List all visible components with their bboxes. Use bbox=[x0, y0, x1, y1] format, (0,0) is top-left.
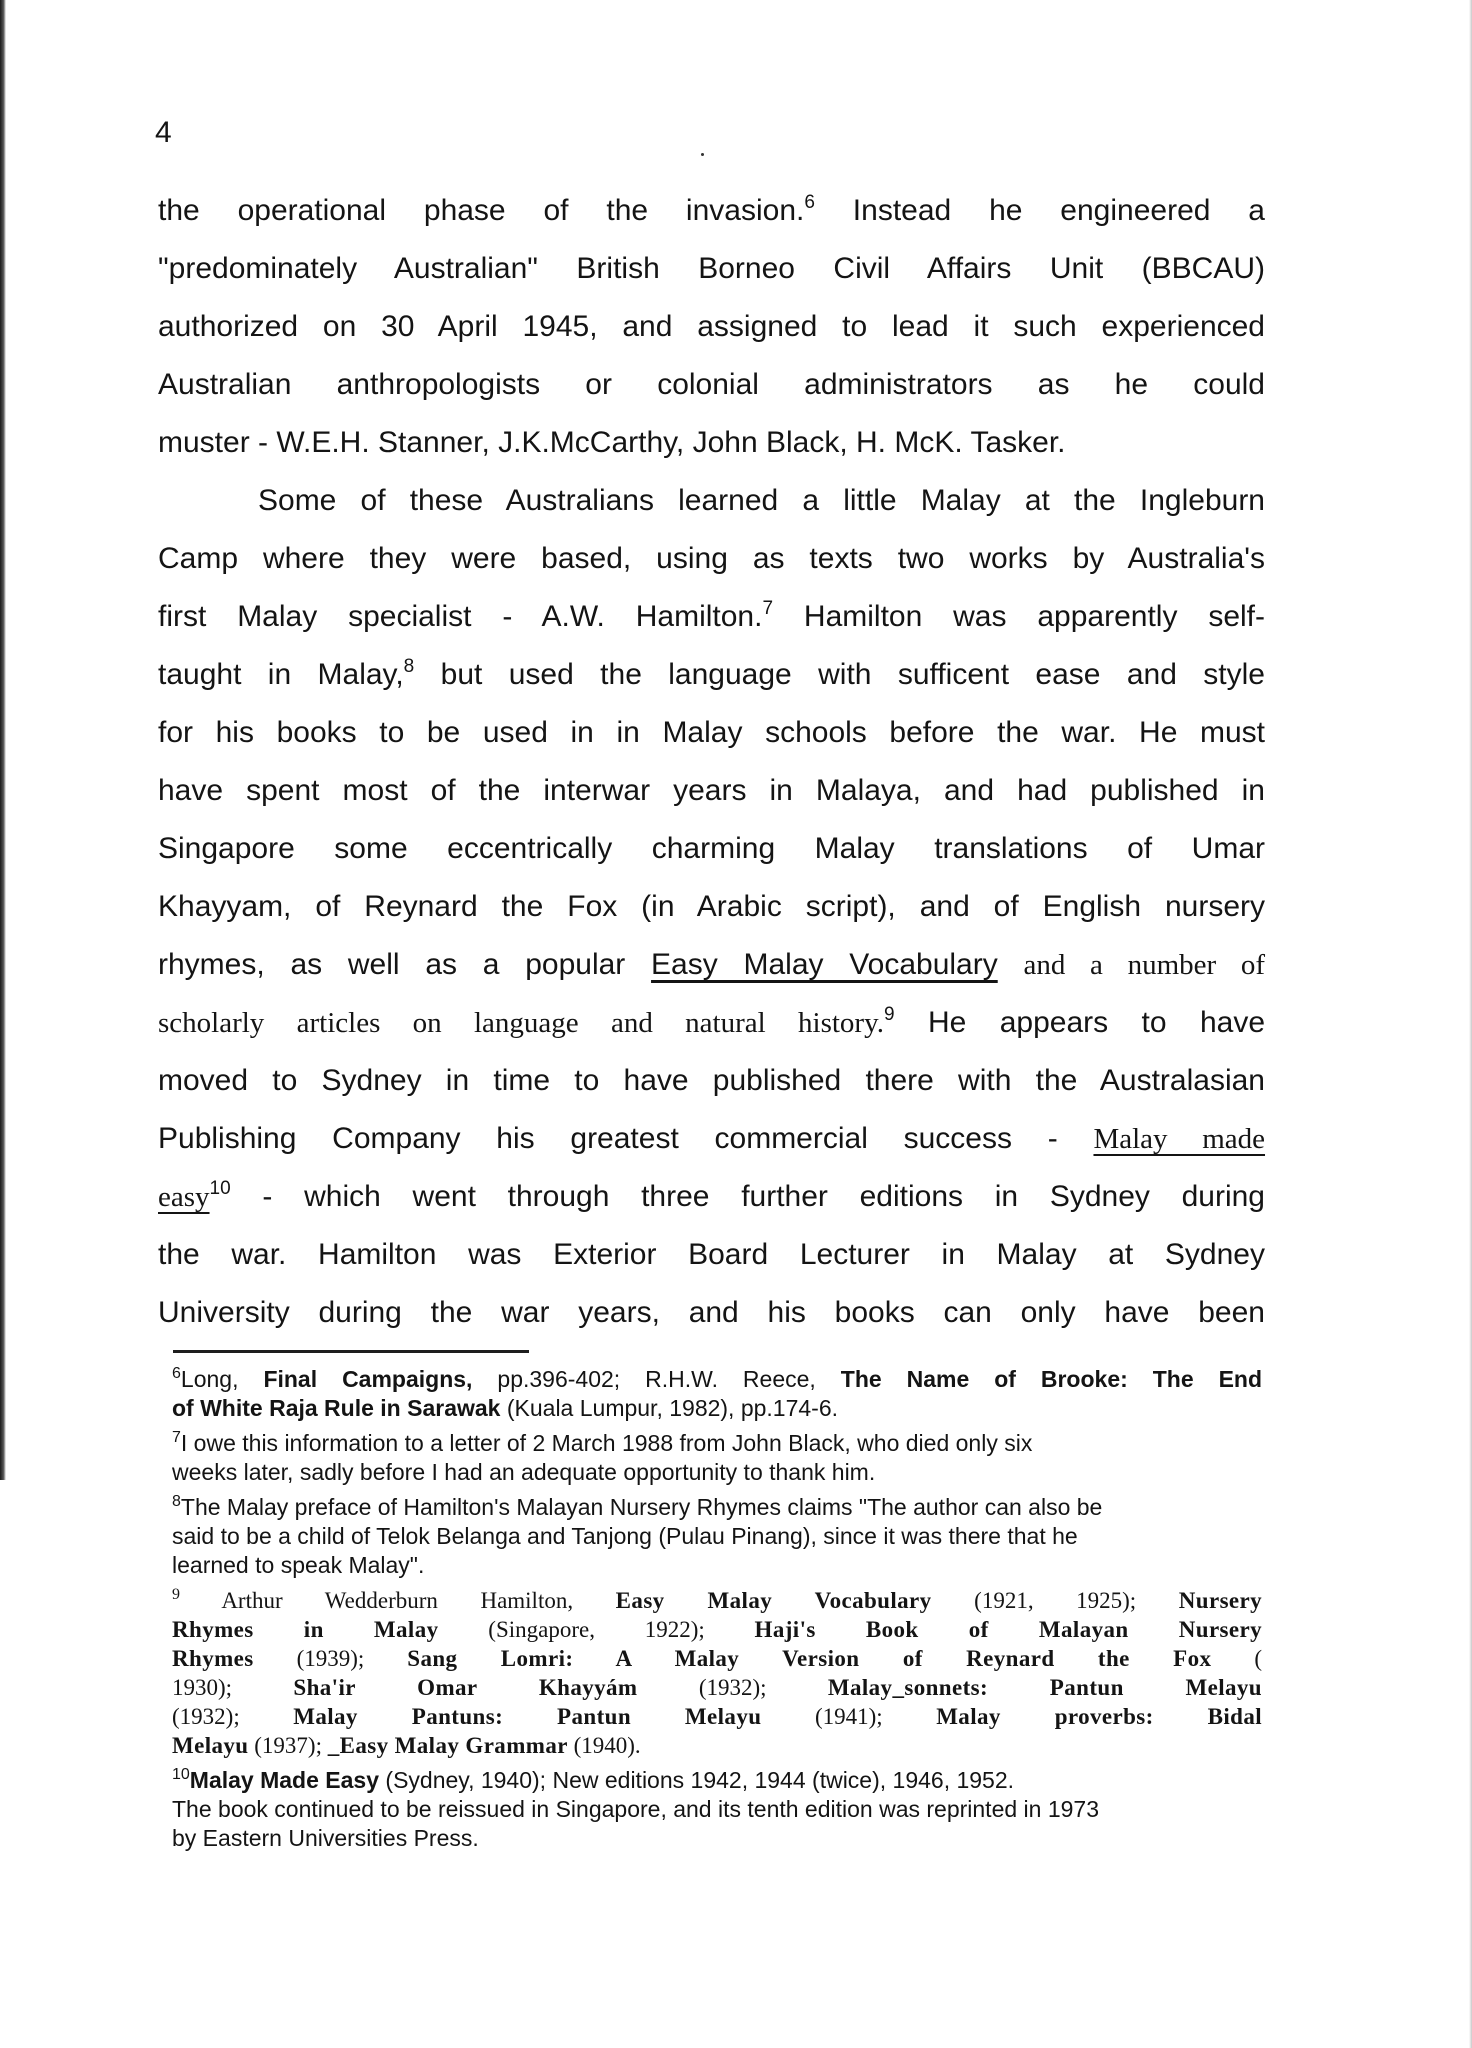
body-line: the operational phase of the invasion.$^6$ Instead he engineered a bbox=[158, 192, 1265, 227]
footnote-mark: 10 bbox=[172, 1766, 190, 1784]
footnote-7: $^7$I owe this information to a letter of 2 March 1988 from John Black, who died only six weeks later, sadly before I had an adequate opportunity to thank him. bbox=[172, 1429, 1033, 1485]
footnote-mark: 7 bbox=[172, 1429, 181, 1447]
body-text bbox=[158, 182, 1265, 1342]
body-line: taught in Malay,$^8$ but used the language with sufficent ease and style bbox=[158, 656, 1265, 691]
body-line: Australian anthropologists or colonial administrators as he could bbox=[158, 368, 1265, 401]
footnote-9: $^9$ Arthur Wedderburn Hamilton, Easy Malay Vocabulary (1921, 1925); Nursery Rhymes in Malay (Singapore, 1922); Haji's Book of Malayan Nursery Rhymes (1939); Sang Lomri: A Malay Version of Reynard the Fox ( 1930); Sha'ir Omar Khayyám (1932); Malay_sonnets: Pantun Melayu (1932); Malay Pantuns: Pantun Melayu (1941); Malay proverbs: Bidal Melayu (1937); _Easy Malay Grammar (1940). bbox=[172, 1586, 1263, 1758]
body-line: scholarly articles on language and natural history.$^9$ He appears to have bbox=[158, 1004, 1266, 1039]
footnote-ref-10[interactable]: 10 bbox=[209, 1178, 231, 1200]
footnote-mark: 8 bbox=[172, 1493, 181, 1511]
footnote-ref-9[interactable]: 9 bbox=[883, 1004, 895, 1026]
paragraph-start: Some of these Australians learned a little Malay at the Ingleburn bbox=[258, 484, 1265, 517]
footnote-ref-6[interactable]: 6 bbox=[804, 192, 815, 214]
footnote-ref-7[interactable]: 7 bbox=[762, 598, 774, 620]
footnote-6: $^6$Long, Final Campaigns, pp.396-402; R.H.W. Reece, The Name of Brooke: The End of White Raja Rule in Sarawak (Kuala Lumpur, 1982), pp.174-6. bbox=[172, 1365, 1263, 1421]
footnote-10: $^{10}$Malay Made Easy (Sydney, 1940); New editions 1942, 1944 (twice), 1946, 1952. The book continued to be reissued in Singapore, and its tenth edition was reprinted in 1973 by Eastern Universities Press. bbox=[172, 1766, 1100, 1851]
book-title: Easy Malay Vocabulary bbox=[651, 948, 998, 981]
footnote-mark: 9 bbox=[172, 1586, 180, 1604]
body-line: muster - W.E.H. Stanner, J.K.McCarthy, John Black, H. McK. Tasker. bbox=[158, 426, 1066, 459]
book-title: easy bbox=[158, 1181, 210, 1213]
footnote-ref-8[interactable]: 8 bbox=[403, 656, 415, 678]
book-title: Malay made bbox=[1093, 1123, 1266, 1155]
footnote-divider bbox=[173, 1350, 529, 1353]
scan-edge-shadow bbox=[0, 0, 6, 1480]
footnote-mark: 6 bbox=[172, 1365, 181, 1383]
body-line: rhymes, as well as a popular Easy Malay Vocabulary and a number of bbox=[158, 948, 1265, 981]
body-line: Singapore some eccentrically charming Malay translations of Umar bbox=[158, 832, 1265, 865]
body-line: authorized on 30 April 1945, and assigned to lead it such experienced bbox=[158, 310, 1265, 343]
footnotes bbox=[172, 1365, 1262, 1859]
body-line: easy$^{10}$ - which went through three further editions in Sydney during bbox=[158, 1178, 1265, 1213]
body-line: for his books to be used in in Malay schools before the war. He must bbox=[158, 716, 1265, 749]
scan-speck bbox=[701, 153, 704, 156]
body-line: University during the war years, and his books can only have been bbox=[158, 1296, 1265, 1329]
body-line: Khayyam, of Reynard the Fox (in Arabic script), and of English nursery bbox=[158, 890, 1265, 923]
body-line: have spent most of the interwar years in Malaya, and had published in bbox=[158, 774, 1265, 807]
body-line: Camp where they were based, using as texts two works by Australia's bbox=[158, 542, 1265, 575]
body-line: "predominately Australian" British Borneo Civil Affairs Unit (BBCAU) bbox=[158, 252, 1265, 285]
body-line: the war. Hamilton was Exterior Board Lecturer in Malay at Sydney bbox=[158, 1238, 1265, 1271]
footnote-8: $^8$The Malay preface of Hamilton's Malayan Nursery Rhymes claims "The author can also be said to be a child of Telok Belanga and Tanjong (Pulau Pinang), since it was there that he learned to speak Malay". bbox=[172, 1493, 1103, 1578]
body-line: moved to Sydney in time to have published there with the Australasian bbox=[158, 1064, 1265, 1097]
body-line: Publishing Company his greatest commercial success - Malay made bbox=[158, 1122, 1266, 1155]
body-line: first Malay specialist - A.W. Hamilton.$^7$ Hamilton was apparently self- bbox=[158, 598, 1265, 633]
page-number: 4 bbox=[155, 116, 172, 149]
